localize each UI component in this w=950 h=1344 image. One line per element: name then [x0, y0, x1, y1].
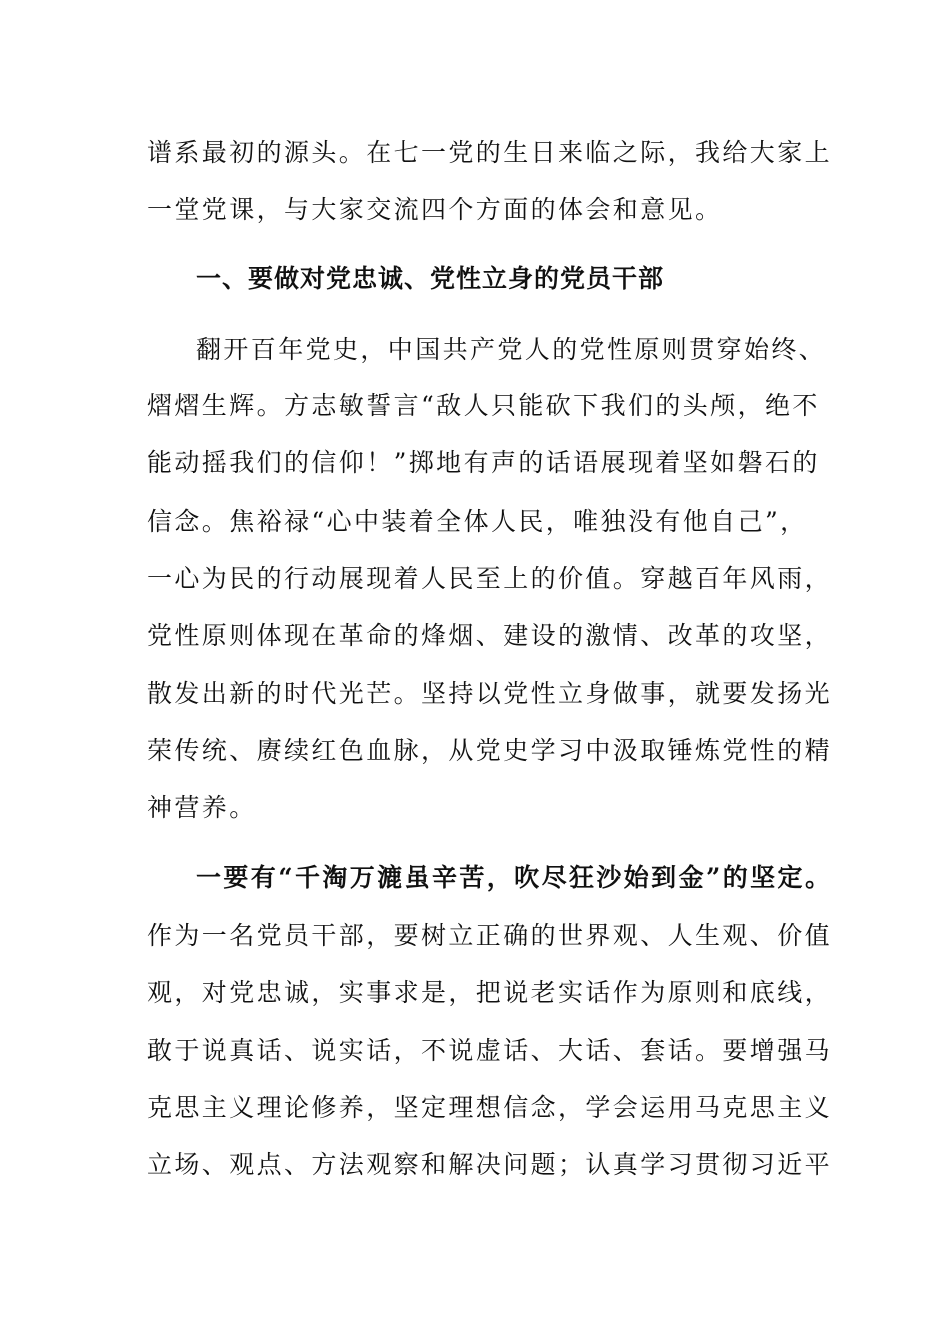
- section-heading: 一、要做对党忠诚、党性立身的党员干部: [196, 264, 665, 293]
- text-line: 克思主义理论修养，坚定理想信念，学会运用马克思主义: [147, 1093, 833, 1122]
- text-line: 能动摇我们的信仰！”掷地有声的话语展现着坚如磐石的: [147, 448, 820, 477]
- text-line: 信念。焦裕禄“心中装着全体人民，唯独没有他自己”，: [147, 507, 808, 536]
- text-line: 一堂党课，与大家交流四个方面的体会和意见。: [147, 195, 723, 224]
- subsection-heading: 一要有“千淘万漉虽辛苦，吹尽狂沙始到金”的坚定。: [196, 863, 833, 892]
- text-line: 作为一名党员干部，要树立正确的世界观、人生观、价值: [147, 921, 833, 950]
- text-line: 观，对党忠诚，实事求是，把说老实话作为原则和底线，: [147, 978, 833, 1007]
- text-line: 散发出新的时代光芒。坚持以党性立身做事，就要发扬光: [147, 679, 833, 708]
- text-line: 熠熠生辉。方志敏誓言“敌人只能砍下我们的头颅，绝不: [147, 391, 820, 420]
- text-line: 荣传统、赓续红色血脉，从党史学习中汲取锤炼党性的精: [147, 736, 833, 765]
- text-line: 谱系最初的源头。在七一党的生日来临之际，我给大家上: [147, 138, 833, 167]
- text-line: 立场、观点、方法观察和解决问题；认真学习贯彻习近平: [147, 1150, 833, 1179]
- text-line: 神营养。: [147, 793, 257, 822]
- text-line: 党性原则体现在革命的烽烟、建设的激情、改革的攻坚，: [147, 621, 833, 650]
- text-line: 翻开百年党史，中国共产党人的党性原则贯穿始终、: [196, 335, 827, 364]
- text-line: 敢于说真话、说实话，不说虚话、大话、套话。要增强马: [147, 1036, 833, 1065]
- text-line: 一心为民的行动展现着人民至上的价值。穿越百年风雨，: [147, 564, 833, 593]
